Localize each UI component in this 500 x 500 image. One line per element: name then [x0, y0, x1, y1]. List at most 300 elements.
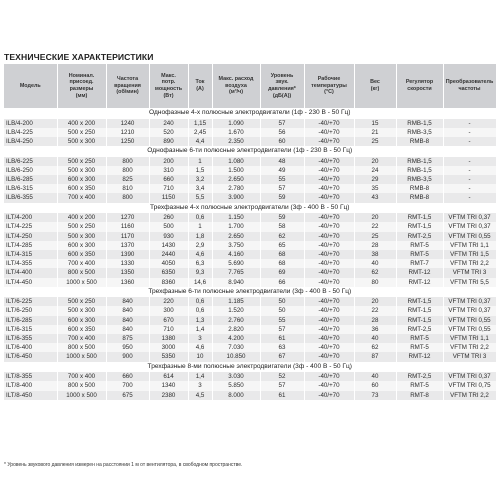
table-cell: 73 — [354, 391, 396, 400]
table-cell: 57 — [260, 325, 304, 334]
table-cell: -40/+70 — [304, 184, 354, 193]
column-header-line: скорости — [407, 86, 432, 92]
table-row — [4, 316, 496, 325]
table-row — [4, 391, 496, 400]
table-cell: 1000 x 500 — [57, 391, 106, 400]
table-cell: RMB-1,5 — [396, 166, 443, 175]
table-cell: 62 — [260, 232, 304, 241]
column-header — [443, 64, 496, 108]
column-header-line: Вес — [370, 79, 380, 86]
table-cell: 40 — [354, 334, 396, 343]
table-cell: RMT-12 — [396, 278, 443, 287]
column-header-line: Уровень — [270, 72, 294, 79]
table-cell: 700 x 400 — [57, 259, 106, 268]
table-cell: 55 — [260, 175, 304, 184]
table-cell: -40/+70 — [304, 316, 354, 325]
model-cell: ILT/6-315 — [4, 325, 57, 334]
table-cell: 3000 — [149, 343, 188, 352]
table-row — [4, 334, 496, 343]
column-header — [4, 64, 57, 108]
table-cell: 240 — [149, 119, 188, 128]
table-cell: 69 — [260, 268, 304, 277]
table-row — [4, 166, 496, 175]
table-cell: - — [443, 166, 496, 175]
model-cell: ILT/4-450 — [4, 278, 57, 287]
table-cell: 300 — [149, 306, 188, 315]
table-cell: - — [443, 175, 496, 184]
section-title: Трехфазные 4-х полюсные электродвигатели (3ф - 400 В - 50 Гц) — [4, 203, 496, 214]
table-cell: RMT-5 — [396, 241, 443, 250]
table-cell: 1,8 — [188, 232, 212, 241]
table-cell: - — [443, 184, 496, 193]
table-cell: 48 — [260, 157, 304, 166]
table-cell: 6,3 — [188, 259, 212, 268]
table-cell: 61 — [260, 391, 304, 400]
table-cell: -40/+70 — [304, 372, 354, 381]
table-cell: VFTM TRI 0,37 — [443, 306, 496, 315]
footnote: * Уровень звукового давления измерен на расстоянии 1 м от вентилятора, в свободном пространстве. — [4, 462, 243, 468]
column-header-line: Номинал. — [68, 72, 95, 79]
table-cell: 3 — [188, 334, 212, 343]
table-cell: 62 — [354, 268, 396, 277]
table-cell: 57 — [260, 119, 304, 128]
table-cell: 56 — [260, 128, 304, 137]
model-cell: ILT/6-250 — [4, 306, 57, 315]
table-cell: 65 — [260, 241, 304, 250]
table-cell: 80 — [354, 278, 396, 287]
model-cell: ILB/6-250 — [4, 166, 57, 175]
table-cell: 3,4 — [188, 184, 212, 193]
table-cell: 670 — [149, 316, 188, 325]
table-cell: 57 — [260, 184, 304, 193]
table-cell: RMT-1,5 — [396, 297, 443, 306]
table-cell: -40/+70 — [304, 343, 354, 352]
table-cell: -40/+70 — [304, 128, 354, 137]
table-cell: -40/+70 — [304, 193, 354, 202]
table-cell: RMT-2,5 — [396, 372, 443, 381]
table-cell: 1.090 — [212, 119, 260, 128]
table-cell: 43 — [354, 193, 396, 202]
table-cell: -40/+70 — [304, 325, 354, 334]
table-cell: -40/+70 — [304, 391, 354, 400]
table-cell: -40/+70 — [304, 278, 354, 287]
table-cell: 1,5 — [188, 166, 212, 175]
table-cell: 520 — [149, 128, 188, 137]
table-cell: 600 x 300 — [57, 316, 106, 325]
table-cell: VFTM TRI 1,1 — [443, 334, 496, 343]
table-cell: 800 x 500 — [57, 381, 106, 390]
model-cell: ILT/6-355 — [4, 334, 57, 343]
table-cell: 600 x 300 — [57, 175, 106, 184]
table-cell: 500 x 250 — [57, 157, 106, 166]
table-cell: 3,2 — [188, 175, 212, 184]
table-cell: 24 — [354, 166, 396, 175]
column-header — [149, 64, 188, 108]
table-cell: -40/+70 — [304, 166, 354, 175]
table-cell: 7.030 — [212, 343, 260, 352]
section-title: Трехфазные 6-ти полюсные электродвигатели (3ф - 400 В - 50 Гц) — [4, 287, 496, 298]
table-cell: 840 — [106, 306, 149, 315]
column-header-line: (дБ(А)) — [272, 92, 292, 99]
column-header-line: вращения — [114, 82, 141, 89]
table-cell: 1.520 — [212, 306, 260, 315]
table-cell: 2.650 — [212, 232, 260, 241]
table-cell: VFTM TRI 0,55 — [443, 325, 496, 334]
table-cell: 400 x 200 — [57, 119, 106, 128]
table-cell: 67 — [260, 352, 304, 361]
table-cell: -40/+70 — [304, 137, 354, 146]
table-row — [4, 278, 496, 287]
table-cell: -40/+70 — [304, 232, 354, 241]
table-cell: 825 — [106, 175, 149, 184]
column-header-line: присоед. размеры — [69, 79, 94, 92]
table-row — [4, 268, 496, 277]
column-header-line: (А) — [196, 86, 204, 92]
table-cell: 1390 — [106, 250, 149, 259]
column-header — [212, 64, 260, 108]
table-cell: RMT-1,5 — [396, 316, 443, 325]
table-cell: 87 — [354, 352, 396, 361]
table-row — [4, 372, 496, 381]
model-cell: ILT/8-450 — [4, 391, 57, 400]
column-header-line: Модель — [19, 82, 41, 89]
table-cell: 500 x 300 — [57, 306, 106, 315]
table-cell: 2,9 — [188, 241, 212, 250]
column-header-line: Макс. расход — [218, 76, 254, 83]
table-cell: 500 x 300 — [57, 137, 106, 146]
column-header-line: (°С) — [324, 89, 334, 96]
table-cell: 1160 — [106, 222, 149, 231]
table-cell: 58 — [260, 222, 304, 231]
column-header-line: частоты — [458, 86, 481, 92]
table-cell: 59 — [260, 193, 304, 202]
table-cell: RMT-1,5 — [396, 213, 443, 222]
table-cell: RMT-5 — [396, 343, 443, 352]
table-cell: 68 — [260, 259, 304, 268]
table-row — [4, 241, 496, 250]
table-cell: 1430 — [149, 241, 188, 250]
table-header-row — [4, 64, 496, 108]
table-cell: -40/+70 — [304, 213, 354, 222]
table-cell: 1 — [188, 222, 212, 231]
table-cell: 63 — [260, 343, 304, 352]
section-row — [4, 362, 496, 373]
table-cell: 840 — [106, 316, 149, 325]
table-cell: RMT-2,5 — [396, 232, 443, 241]
table-cell: 4.200 — [212, 334, 260, 343]
model-cell: ILB/6-225 — [4, 157, 57, 166]
column-header-line: Макс. — [161, 72, 176, 79]
table-row — [4, 175, 496, 184]
table-cell: 1 — [188, 157, 212, 166]
section-title: Однофазные 6-ти полюсные электродвигатели (1ф - 230 В - 50 Гц) — [4, 146, 496, 157]
table-cell: RMT-5 — [396, 334, 443, 343]
table-cell: 2.760 — [212, 316, 260, 325]
model-cell: ILT/6-225 — [4, 297, 57, 306]
table-cell: 38 — [354, 250, 396, 259]
table-row — [4, 306, 496, 315]
table-cell: 5350 — [149, 352, 188, 361]
table-cell: - — [443, 137, 496, 146]
table-cell: VFTM TRI 2,2 — [443, 343, 496, 352]
table-cell: RMT-7 — [396, 259, 443, 268]
model-cell: ILT/8-355 — [4, 372, 57, 381]
section-row — [4, 108, 496, 119]
table-cell: 2.650 — [212, 175, 260, 184]
table-cell: RMT-5 — [396, 250, 443, 259]
table-cell: RMT-1,5 — [396, 222, 443, 231]
column-header-line: (м³/ч) — [228, 89, 243, 96]
table-cell: 66 — [260, 278, 304, 287]
table-cell: 7.765 — [212, 268, 260, 277]
table-cell: 840 — [106, 325, 149, 334]
column-header-line: Преобразователь — [445, 79, 494, 86]
section-title: Однофазные 4-х полюсные электродвигатели (1ф - 230 В - 50 Гц) — [4, 108, 496, 119]
table-cell: RMB-1,5 — [396, 119, 443, 128]
table-cell: 1350 — [106, 268, 149, 277]
table-cell: 5.690 — [212, 259, 260, 268]
table-cell: RMT-5 — [396, 381, 443, 390]
column-header-line: давления* — [268, 86, 296, 92]
table-cell: VFTM TRI 2,2 — [443, 391, 496, 400]
column-header-line: Частота — [116, 76, 139, 83]
model-cell: ILT/6-450 — [4, 352, 57, 361]
column-header-line: Регулятор — [405, 79, 434, 86]
table-cell: 20 — [354, 157, 396, 166]
table-row — [4, 128, 496, 137]
table-cell: - — [443, 193, 496, 202]
table-cell: -40/+70 — [304, 297, 354, 306]
table-cell: VFTM TRI 3 — [443, 352, 496, 361]
table-cell: 22 — [354, 222, 396, 231]
table-cell: 4,5 — [188, 391, 212, 400]
table-cell: 8.000 — [212, 391, 260, 400]
model-cell: ILT/4-200 — [4, 213, 57, 222]
table-row — [4, 297, 496, 306]
table-cell: 2,45 — [188, 128, 212, 137]
table-cell: 0,6 — [188, 213, 212, 222]
table-cell: 2380 — [149, 391, 188, 400]
column-header-line: мощность — [154, 86, 183, 92]
table-cell: 310 — [149, 166, 188, 175]
table-cell: 9,3 — [188, 268, 212, 277]
table-cell: 50 — [260, 306, 304, 315]
table-cell: 1370 — [106, 241, 149, 250]
table-row — [4, 193, 496, 202]
table-cell: 22 — [354, 306, 396, 315]
column-header — [396, 64, 443, 108]
table-cell: RMT-2,5 — [396, 325, 443, 334]
table-cell: 1210 — [106, 128, 149, 137]
table-cell: - — [443, 157, 496, 166]
table-cell: - — [443, 128, 496, 137]
table-cell: 1330 — [106, 259, 149, 268]
section-title: Трехфазные 8-ми полюсные электродвигатели (3ф - 400 В - 50 Гц) — [4, 362, 496, 373]
table-cell: VFTM TRI 0,37 — [443, 213, 496, 222]
model-cell: ILT/6-400 — [4, 343, 57, 352]
table-cell: 4.160 — [212, 250, 260, 259]
table-row — [4, 232, 496, 241]
model-cell: ILT/4-355 — [4, 259, 57, 268]
table-row — [4, 250, 496, 259]
table-cell: 3.030 — [212, 372, 260, 381]
table-cell: 60 — [354, 381, 396, 390]
table-cell: 710 — [149, 325, 188, 334]
table-cell: 600 x 300 — [57, 241, 106, 250]
column-header-line: температуры — [311, 82, 347, 89]
table-cell: 800 x 500 — [57, 268, 106, 277]
section-row — [4, 146, 496, 157]
table-cell: -40/+70 — [304, 175, 354, 184]
table-cell: 15 — [354, 119, 396, 128]
table-cell: VFTM TRI 0,75 — [443, 381, 496, 390]
table-cell: 930 — [149, 232, 188, 241]
table-cell: RMT-12 — [396, 268, 443, 277]
column-header — [57, 64, 106, 108]
table-cell: 29 — [354, 175, 396, 184]
table-cell: -40/+70 — [304, 334, 354, 343]
table-cell: 35 — [354, 184, 396, 193]
model-cell: ILB/6-355 — [4, 193, 57, 202]
table-cell: VFTM TRI 0,55 — [443, 316, 496, 325]
table-cell: 4,4 — [188, 137, 212, 146]
table-cell: 220 — [149, 297, 188, 306]
table-cell: 10 — [188, 352, 212, 361]
table-cell: 20 — [354, 213, 396, 222]
table-cell: 59 — [260, 213, 304, 222]
table-cell: VFTM TRI 0,37 — [443, 222, 496, 231]
model-cell: ILT/4-315 — [4, 250, 57, 259]
table-cell: 500 x 250 — [57, 297, 106, 306]
table-cell: 1.670 — [212, 128, 260, 137]
table-cell: 260 — [149, 213, 188, 222]
column-header-line: воздуха — [225, 82, 247, 89]
model-cell: ILB/4-250 — [4, 137, 57, 146]
table-cell: VFTM TRI 0,37 — [443, 372, 496, 381]
table-cell: 2.820 — [212, 325, 260, 334]
table-cell: 1000 x 500 — [57, 352, 106, 361]
table-cell: 5,5 — [188, 193, 212, 202]
table-cell: 8.940 — [212, 278, 260, 287]
table-cell: 700 — [106, 381, 149, 390]
column-header-line: Рабочие — [317, 76, 341, 83]
table-cell: 1.500 — [212, 166, 260, 175]
table-cell: 36 — [354, 325, 396, 334]
table-cell: 25 — [354, 232, 396, 241]
table-cell: 700 x 400 — [57, 334, 106, 343]
table-row — [4, 343, 496, 352]
table-cell: 55 — [260, 316, 304, 325]
table-cell: 600 x 350 — [57, 325, 106, 334]
table-row — [4, 137, 496, 146]
table-cell: 8360 — [149, 278, 188, 287]
column-header-line: (Вт) — [163, 92, 174, 99]
model-cell: ILT/4-400 — [4, 268, 57, 277]
table-cell: 500 x 300 — [57, 166, 106, 175]
table-cell: RMB-8 — [396, 184, 443, 193]
table-cell: 600 x 350 — [57, 250, 106, 259]
table-cell: 800 — [106, 166, 149, 175]
column-header-line: (об/мин) — [116, 89, 139, 96]
table-cell: -40/+70 — [304, 306, 354, 315]
column-header-line: звук. — [275, 79, 289, 86]
column-header-line: потр. — [161, 79, 176, 86]
table-cell: 2440 — [149, 250, 188, 259]
table-cell: RMB-3,5 — [396, 175, 443, 184]
table-cell: 61 — [260, 334, 304, 343]
table-cell: 49 — [260, 166, 304, 175]
table-row — [4, 352, 496, 361]
section-row — [4, 203, 496, 214]
table-cell: 1150 — [149, 193, 188, 202]
table-cell: 500 x 250 — [57, 222, 106, 231]
table-cell: -40/+70 — [304, 381, 354, 390]
table-cell: VFTM TRI 0,55 — [443, 232, 496, 241]
column-header — [106, 64, 149, 108]
table-cell: 1.185 — [212, 297, 260, 306]
table-cell: 660 — [149, 175, 188, 184]
table-cell: 875 — [106, 334, 149, 343]
table-cell: 700 x 400 — [57, 372, 106, 381]
table-cell: 20 — [354, 297, 396, 306]
table-cell: 40 — [354, 372, 396, 381]
table-cell: 1,15 — [188, 119, 212, 128]
table-row — [4, 222, 496, 231]
table-cell: RMB-1,5 — [396, 157, 443, 166]
table-cell: 0,6 — [188, 306, 212, 315]
table-cell: 60 — [260, 137, 304, 146]
table-cell: 1270 — [106, 213, 149, 222]
table-cell: 2.350 — [212, 137, 260, 146]
table-cell: 400 x 200 — [57, 213, 106, 222]
table-cell: -40/+70 — [304, 352, 354, 361]
table-cell: 5.850 — [212, 381, 260, 390]
table-cell: 900 — [106, 352, 149, 361]
table-cell: 28 — [354, 316, 396, 325]
table-cell: RMT-1,5 — [396, 306, 443, 315]
table-row — [4, 259, 496, 268]
column-header — [354, 64, 396, 108]
table-row — [4, 325, 496, 334]
table-cell: 600 x 350 — [57, 184, 106, 193]
table-cell: 500 — [149, 222, 188, 231]
table-cell: 890 — [149, 137, 188, 146]
table-cell: 200 — [149, 157, 188, 166]
table-cell: 800 x 500 — [57, 343, 106, 352]
table-cell: 710 — [149, 184, 188, 193]
table-cell: 500 x 250 — [57, 128, 106, 137]
model-cell: ILT/4-225 — [4, 222, 57, 231]
table-cell: 57 — [260, 381, 304, 390]
table-row — [4, 381, 496, 390]
table-cell: 1,3 — [188, 316, 212, 325]
model-cell: ILB/6-315 — [4, 184, 57, 193]
table-cell: 3.900 — [212, 193, 260, 202]
table-cell: -40/+70 — [304, 222, 354, 231]
table-cell: - — [443, 119, 496, 128]
table-cell: -40/+70 — [304, 259, 354, 268]
table-row — [4, 184, 496, 193]
table-cell: RMT-8 — [396, 391, 443, 400]
column-header-line: (кг) — [370, 86, 380, 92]
table-cell: 25 — [354, 137, 396, 146]
table-cell: 62 — [354, 343, 396, 352]
table-cell: 1170 — [106, 232, 149, 241]
table-cell: 1.700 — [212, 222, 260, 231]
table-cell: 950 — [106, 343, 149, 352]
table-cell: 700 x 400 — [57, 193, 106, 202]
table-cell: 800 — [106, 193, 149, 202]
